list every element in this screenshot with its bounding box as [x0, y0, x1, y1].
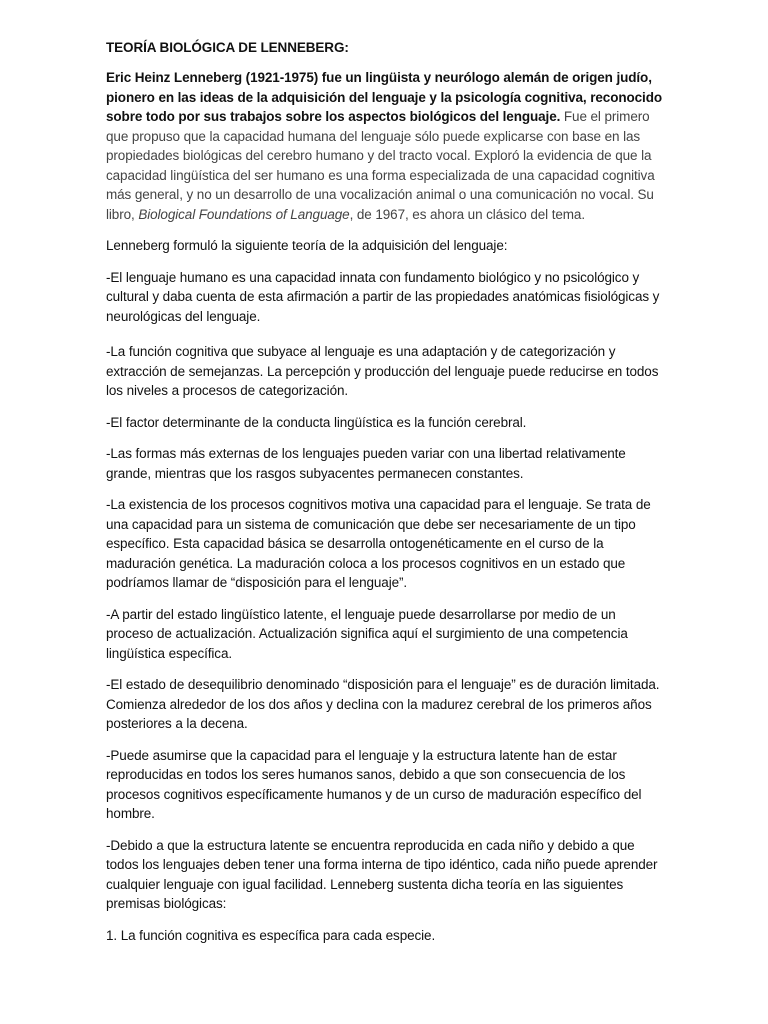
intro-tail-text: , de 1967, es ahora un clásico del tema. — [349, 206, 585, 222]
document-title: TEORÍA BIOLÓGICA DE LENNEBERG: — [106, 40, 349, 55]
paragraph: -Debido a que la estructura latente se encuentra reproducida en cada niño y debido a que todos los lenguajes deben tener una forma interna de tipo idéntico, cada niño puede aprender cualquier lenguaje con igual facilidad. Lenneberg sustenta dicha teoría en las siguientes premisas biológicas: — [106, 837, 658, 911]
intro-paragraph — [106, 68, 662, 224]
paragraph: Lenneberg formuló la siguiente teoría de la adquisición del lenguaje: — [106, 238, 508, 253]
intro-body-text: Fue el primero que propuso que la capacidad humana del lenguaje sólo puede explicarse con base en las propiedades biológicas del cerebro humano y del tracto vocal. Exploró la evidencia de que la capacidad lingüística del ser humano es una forma especializada de una capacidad cognitiva más general, y no un desarrollo de una vocalización animal o una comunicación no vocal. Su libro, — [106, 109, 655, 222]
paragraph: -El estado de desequilibrio denominado “disposición para el lenguaje” es de duración limitada. Comienza alrededor de los dos años y declina con la madurez cerebral de los primeros años posteriores a la decena. — [106, 677, 660, 731]
book-title: Biological Foundations of Language — [138, 206, 350, 222]
paragraph: 1. La función cognitiva es específica para cada especie. — [106, 927, 436, 943]
paragraph: -Las formas más externas de los lenguajes pueden variar con una libertad relativamente grande, mientras que los rasgos subyacentes permanecen constantes. — [106, 446, 626, 481]
paragraph: -El factor determinante de la conducta lingüística es la función cerebral. — [106, 414, 527, 430]
paragraph: -A partir del estado lingüístico latente, el lenguaje puede desarrollarse por medio de un proceso de actualización. Actualización significa aquí el surgimiento de una competencia lingüística específica. — [106, 606, 628, 661]
paragraph: -El lenguaje humano es una capacidad innata con fundamento biológico y no psicológico y cultural y daba cuenta de esta afirmación a partir de las propiedades anatómicas fisiológicas y neurológicas del lenguaje. — [106, 269, 660, 324]
paragraph: -La función cognitiva que subyace al lenguaje es una adaptación y de categorización y extracción de semejanzas. La percepción y producción del lenguaje puede reducirse en todos los niveles a procesos de categorización. — [106, 344, 659, 398]
intro-bold-text: Eric Heinz Lenneberg (1921-1975) fue un lingüista y neurólogo alemán de origen judío, pionero en las ideas de la adquisición del lenguaje y la psicología cognitiva, reconocido sobre todo por sus trabajos sobre los aspectos biológicos del lenguaje. — [106, 70, 662, 124]
paragraph: -La existencia de los procesos cognitivos motiva una capacidad para el lenguaje. Se trata de una capacidad para un sistema de comunicación que debe ser necesariamente de un tipo específico. Esta capacidad básica se desarrolla ontogenéticamente en el curso de la maduración genética. La maduración coloca a los procesos cognitivos en un estado que podríamos llamar de “disposición para el lenguaje”. — [106, 497, 651, 590]
paragraph: -Puede asumirse que la capacidad para el lenguaje y la estructura latente han de estar reproducidas en todos los seres humanos sanos, debido a que son consecuencia de los procesos cognitivos específicamente humanos y de un curso de maduración específico del hombre. — [106, 747, 642, 821]
